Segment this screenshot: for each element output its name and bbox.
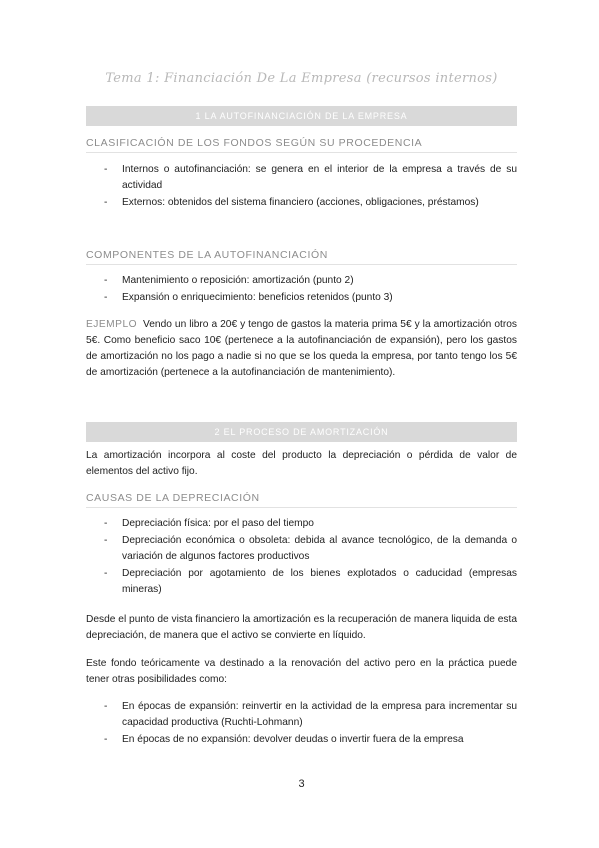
amortizacion-intro: La amortización incorpora al coste del producto la depreciación o pérdida de valor de elementos del activo fijo. — [86, 450, 517, 477]
list-item: - En épocas de expansión: reinvertir en la actividad de la empresa para incrementar su capacidad productiva (Ruchti-Lohmann) — [104, 701, 517, 728]
dash-bullet: - — [104, 292, 108, 303]
dash-bullet: - — [104, 535, 108, 546]
dash-bullet: - — [104, 518, 108, 529]
subheading-componentes: COMPONENTES DE LA AUTOFINANCIACIÓN — [86, 249, 517, 265]
example-label: EJEMPLO — [86, 319, 138, 330]
subheading-causas: CAUSAS DE LA DEPRECIACIÓN — [86, 492, 517, 508]
list-item: - Depreciación económica o obsoleta: debida al avance tecnológico, de la demanda o variación de algunos factores productivos — [104, 535, 517, 562]
list-causas — [86, 516, 517, 599]
paragraph-fondo: Este fondo teóricamente va destinado a la renovación del activo pero en la práctica puede tener otras posibilidades como: — [86, 658, 517, 685]
list-componentes — [86, 273, 517, 307]
dash-bullet: - — [104, 197, 108, 208]
list-item: - Internos o autofinanciación: se genera en el interior de la empresa a través de su actividad — [104, 164, 517, 191]
dash-bullet: - — [104, 701, 108, 712]
dash-bullet: - — [104, 164, 108, 175]
list-item: - Depreciación física: por el paso del tiempo — [86, 516, 517, 532]
dash-bullet: - — [104, 734, 108, 745]
list-item: - Mantenimiento o reposición: amortización (punto 2) — [86, 273, 517, 289]
list-item: - En épocas de no expansión: devolver deudas o invertir fuera de la empresa — [86, 732, 517, 748]
paragraph-recuperacion: Desde el punto de vista financiero la amortización es la recuperación de manera liquida de esta depreciación, de manera que el activo se convierte en líquido. — [86, 614, 517, 641]
document-title: Tema 1: Financiación De La Empresa (recursos internos) — [105, 71, 498, 86]
list-item: - Externos: obtenidos del sistema financiero (acciones, obligaciones, préstamos) — [86, 195, 517, 211]
section-header-autofinanciacion: 1 LA AUTOFINANCIACIÓN DE LA EMPRESA — [86, 106, 517, 126]
list-clasificacion — [86, 162, 517, 212]
section-header-amortizacion: 2 EL PROCESO DE AMORTIZACIÓN — [86, 422, 517, 442]
dash-bullet: - — [104, 568, 108, 579]
example-paragraph — [86, 317, 517, 381]
subheading-clasificacion: CLASIFICACIÓN DE LOS FONDOS SEGÚN SU PROCEDENCIA — [86, 137, 517, 153]
list-item: - Expansión o enriquecimiento: beneficios retenidos (punto 3) — [86, 290, 517, 306]
list-item: - Depreciación por agotamiento de los bienes explotados o caducidad (empresas mineras) — [104, 568, 517, 595]
page-number: 3 — [298, 778, 305, 790]
list-posibilidades — [86, 699, 517, 749]
dash-bullet: - — [104, 275, 108, 286]
example-text: Vendo un libro a 20€ y tengo de gastos la materia prima 5€ y la amortización otros 5€. Como beneficio saco 10€ (pertenece a la autofinanciación de expansión), pero los gastos de amortización no los pago a nadie si no que se los queda la empresa, por tanto tengo los 5€ de amortización (pertenece a la autofinanciación de mantenimiento). — [86, 319, 517, 378]
